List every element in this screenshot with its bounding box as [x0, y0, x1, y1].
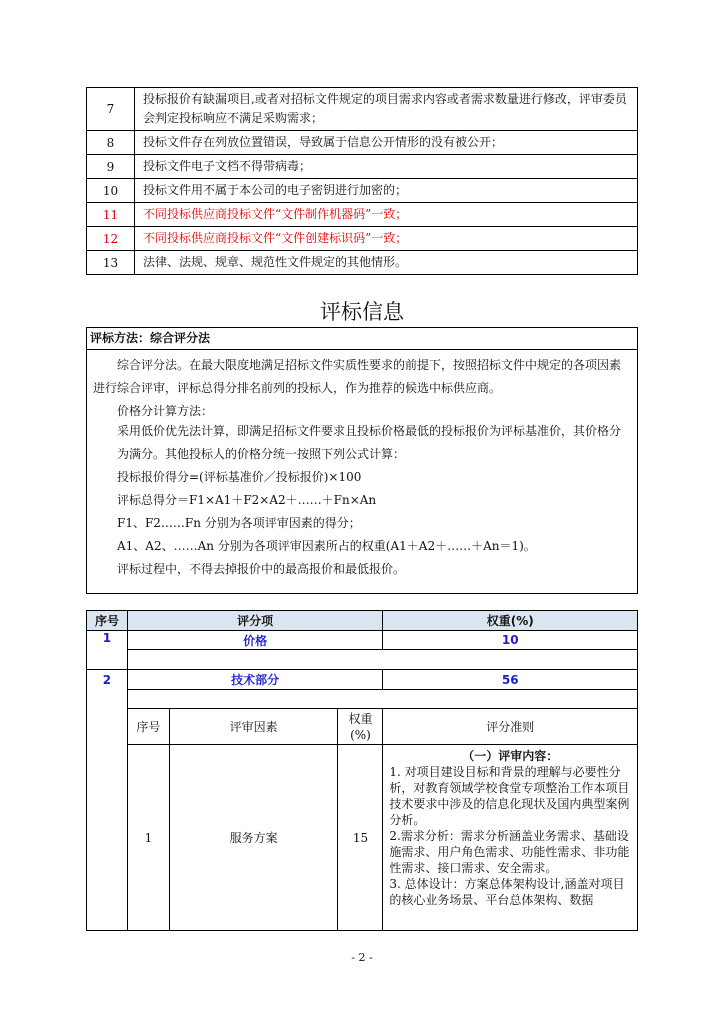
method-paragraph: 采用低价优先法计算，即满足招标文件要求且投标价格最低的投标报价为评标基准价，其价格分为满分。其他投标人的价格分统一按照下列公式计算： [117, 424, 622, 461]
disqualification-table [86, 87, 638, 275]
row-number: 8 [87, 131, 135, 155]
formula-price: 投标报价得分=(评标基准价／投标报价)×100 [117, 470, 362, 484]
list-row [87, 131, 638, 155]
list-row [87, 88, 638, 131]
row-weight: 10 [383, 631, 638, 650]
criteria-title: （一）评审内容： [462, 749, 559, 763]
list-row [87, 251, 638, 275]
empty-cell [127, 690, 637, 709]
page-number: - 2 - [351, 951, 373, 964]
criteria-line: 2.需求分析：需求分析涵盖业务需求、基础设施需求、用户角色需求、功能性需求、非功能性需求、接口需求、安全需求。 [389, 829, 630, 875]
scoring-table [86, 610, 638, 931]
row-text: 投标文件电子文档不得带病毒； [135, 155, 638, 179]
row-text: 投标文件存在列放位置错误，导致属于信息公开情形的没有被公开； [135, 131, 638, 155]
section-title: 评标信息 [320, 300, 404, 324]
inner-row-weight: 15 [338, 745, 383, 931]
row-text: 不同投标供应商投标文件“文件创建标识码”一致； [135, 227, 638, 251]
row-no: 1 [87, 631, 128, 670]
method-header: 评标方法：综合评分法 [87, 328, 637, 350]
header-item: 评分项 [127, 611, 383, 631]
row-no: 2 [87, 670, 128, 931]
evaluation-method-box [86, 327, 638, 594]
criteria-cell [383, 745, 638, 931]
empty-cell [127, 650, 637, 670]
inner-header-factor: 评审因素 [169, 709, 338, 745]
row-number: 10 [87, 179, 135, 203]
row-text: 投标文件用不属于本公司的电子密钥进行加密的； [135, 179, 638, 203]
inner-row-no: 1 [127, 745, 169, 931]
inner-header-weight: 权重(%) [338, 709, 383, 745]
method-paragraph: F1、F2……Fn 分别为各项评审因素的得分； [117, 516, 361, 530]
row-text: 法律、法规、规章、规范性文件规定的其他情形。 [135, 251, 638, 275]
list-row [87, 155, 638, 179]
row-number: 12 [87, 227, 135, 251]
row-number: 9 [87, 155, 135, 179]
method-paragraph: A1、A2、……An 分别为各项评审因素所占的权重(A1＋A2＋……＋An＝1)。 [117, 539, 536, 553]
row-text: 不同投标供应商投标文件“文件制作机器码”一致； [135, 203, 638, 227]
row-text: 投标报价有缺漏项目,或者对招标文件规定的项目需求内容或者需求数量进行修改，评审委员会判定投标响应不满足采购需求； [135, 88, 638, 131]
criteria-line: 3. 总体设计：方案总体架构设计,涵盖对项目的核心业务场景、平台总体架构、数据 [389, 877, 625, 907]
row-number: 7 [87, 88, 135, 131]
inner-header-no: 序号 [127, 709, 169, 745]
row-item-tech: 技术部分 [127, 670, 383, 690]
list-row [87, 227, 638, 251]
list-row [87, 179, 638, 203]
row-number: 11 [87, 203, 135, 227]
list-row [87, 203, 638, 227]
header-weight: 权重(%) [383, 611, 638, 631]
inner-row-factor: 服务方案 [169, 745, 338, 931]
method-paragraph: 评标过程中，不得去掉报价中的最高报价和最低报价。 [117, 562, 406, 576]
row-weight: 56 [383, 670, 638, 690]
header-no: 序号 [87, 611, 128, 631]
row-number: 13 [87, 251, 135, 275]
row-item-price: 价格 [127, 631, 383, 650]
method-paragraph: 价格分计算方法： [117, 404, 214, 418]
criteria-line: 1. 对项目建设目标和背景的理解与必要性分析，对教育领域学校食堂专项整治工作本项目技术要求中涉及的信息化现状及国内典型案例分析。 [389, 765, 630, 827]
method-paragraph: 综合评分法。在最大限度地满足招标文件实质性要求的前提下，按照招标文件中规定的各项因素进行综合评审，评标总得分排名前列的投标人，作为推荐的候选中标供应商。 [93, 358, 622, 395]
formula-total: 评标总得分＝F1×A1＋F2×A2＋……＋Fn×An [117, 493, 377, 507]
inner-header-criteria: 评分准则 [383, 709, 638, 745]
